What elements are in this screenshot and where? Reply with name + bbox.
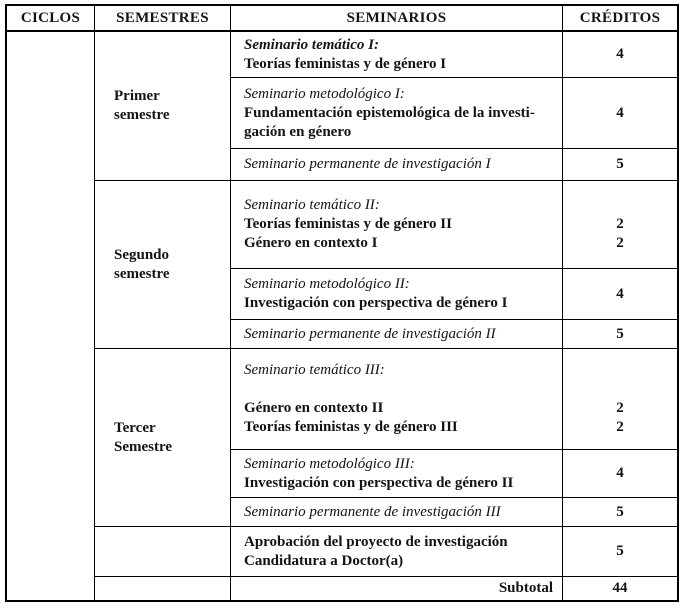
- seminars-cell: [231, 349, 563, 449]
- semester-label-line: semestre: [114, 107, 170, 123]
- credit-value: 2: [616, 419, 624, 435]
- credits-cell: [563, 349, 677, 449]
- seminar-line: Investigación con perspectiva de género II: [244, 474, 514, 491]
- ciclos-cell-empty: [7, 32, 95, 600]
- credit-value: 4: [616, 285, 624, 302]
- seminar-row: [231, 149, 677, 180]
- semester-cell-subtotal: [95, 577, 231, 600]
- credit-value: 2: [616, 235, 624, 251]
- seminars-cell: [231, 320, 563, 348]
- credit-value: 5: [616, 156, 624, 172]
- credits-cell: [563, 181, 677, 268]
- seminar-row: [231, 527, 677, 576]
- seminar-line: Seminario permanente de investigación I: [244, 156, 491, 172]
- header-semestres: SEMESTRES: [95, 6, 231, 30]
- semester-label-line: Tercer: [114, 419, 156, 436]
- seminars-cell: [231, 577, 563, 600]
- credits-cell: [563, 450, 677, 497]
- table-body-main: [95, 32, 677, 600]
- section-subtotal: [95, 577, 677, 600]
- seminar-line: Aprobación del proyecto de investigación: [244, 533, 508, 550]
- credits-cell: [563, 577, 677, 600]
- seminars-cell: [231, 149, 563, 180]
- semester-cell-tercer-semestre: [95, 349, 231, 526]
- credit-value: 5: [616, 503, 624, 520]
- credits-cell: [563, 32, 677, 77]
- section-rows: [231, 349, 677, 526]
- semester-label-line: Semestre: [114, 438, 173, 455]
- section-rows: [231, 527, 677, 576]
- credits-cell: [563, 149, 677, 180]
- seminar-line: Género en contexto II: [244, 400, 384, 416]
- credit-value: 5: [616, 543, 624, 559]
- seminar-line: Seminario metodológico III:: [244, 455, 415, 472]
- seminars-cell: [231, 527, 563, 576]
- header-ciclos: CICLOS: [7, 6, 95, 30]
- seminars-cell: [231, 450, 563, 497]
- header-seminarios: SEMINARIOS: [231, 6, 563, 30]
- section-primer-semestre: [95, 32, 677, 181]
- credit-value: 5: [616, 325, 624, 342]
- seminar-row: [231, 450, 677, 498]
- credit-value: 4: [616, 465, 624, 481]
- credit-spacer: [618, 361, 622, 380]
- credit-spacer: [618, 196, 622, 215]
- seminar-line: Candidatura a Doctor(a): [244, 552, 404, 569]
- seminar-line: Género en contexto I: [244, 235, 378, 251]
- seminar-row: [231, 320, 677, 348]
- semester-label-line: semestre: [114, 265, 170, 282]
- credit-value: 2: [616, 400, 624, 416]
- seminar-line: Seminario temático I:: [244, 36, 379, 53]
- credits-cell: [563, 527, 677, 576]
- seminar-line: [244, 380, 554, 399]
- seminar-row: [231, 78, 677, 149]
- semester-label-line: Primer: [114, 88, 160, 104]
- seminar-line: Fundamentación epistemológica de la investi-: [244, 104, 535, 121]
- seminar-row: [231, 181, 677, 269]
- seminar-line: Seminario metodológico II:: [244, 276, 410, 292]
- semester-cell-candidatura: [95, 527, 231, 576]
- seminars-cell: [231, 498, 563, 526]
- semester-label-line: Segundo: [114, 246, 170, 263]
- seminar-line: Seminario temático III:: [244, 362, 385, 378]
- credit-value: 44: [612, 580, 628, 596]
- seminar-line: gación en género: [244, 123, 352, 140]
- seminars-cell: [231, 32, 563, 77]
- seminar-row: [231, 577, 677, 600]
- credit-spacer: [618, 380, 622, 399]
- seminars-cell: [231, 181, 563, 268]
- seminar-row: [231, 349, 677, 450]
- credit-value: 2: [616, 216, 624, 232]
- seminar-line: Teorías feministas y de género III: [244, 419, 458, 435]
- seminar-line: Teorías feministas y de género II: [244, 216, 452, 232]
- seminar-row: [231, 32, 677, 78]
- seminar-line: Subtotal: [498, 580, 553, 596]
- credits-cell: [563, 269, 677, 319]
- header-creditos: CRÉDITOS: [579, 9, 661, 26]
- seminar-line: Teorías feministas y de género I: [244, 55, 447, 72]
- seminar-row: [231, 269, 677, 320]
- credits-cell: [563, 78, 677, 148]
- section-segundo-semestre: [95, 181, 677, 349]
- seminar-line: Seminario permanente de investigación II: [244, 325, 496, 342]
- seminar-line: Seminario temático II:: [244, 197, 380, 213]
- seminar-line: Seminario metodológico I:: [244, 85, 405, 102]
- semester-cell-primer-semestre: [95, 32, 231, 180]
- seminar-line: Investigación con perspectiva de género I: [244, 295, 508, 311]
- credit-value: 4: [616, 46, 624, 62]
- section-candidatura: [95, 527, 677, 577]
- section-rows: [231, 32, 677, 180]
- credits-cell: [563, 320, 677, 348]
- table-body: [7, 32, 677, 600]
- table-header-row: [7, 6, 677, 32]
- credits-cell: [563, 498, 677, 526]
- section-tercer-semestre: [95, 349, 677, 527]
- seminar-row: [231, 498, 677, 526]
- seminars-cell: [231, 78, 563, 148]
- section-rows: [231, 577, 677, 600]
- semester-cell-segundo-semestre: [95, 181, 231, 348]
- seminars-cell: [231, 269, 563, 319]
- credit-value: 4: [616, 104, 624, 121]
- program-credits-table: [5, 4, 679, 602]
- section-rows: [231, 181, 677, 348]
- seminar-line: Seminario permanente de investigación III: [244, 503, 501, 520]
